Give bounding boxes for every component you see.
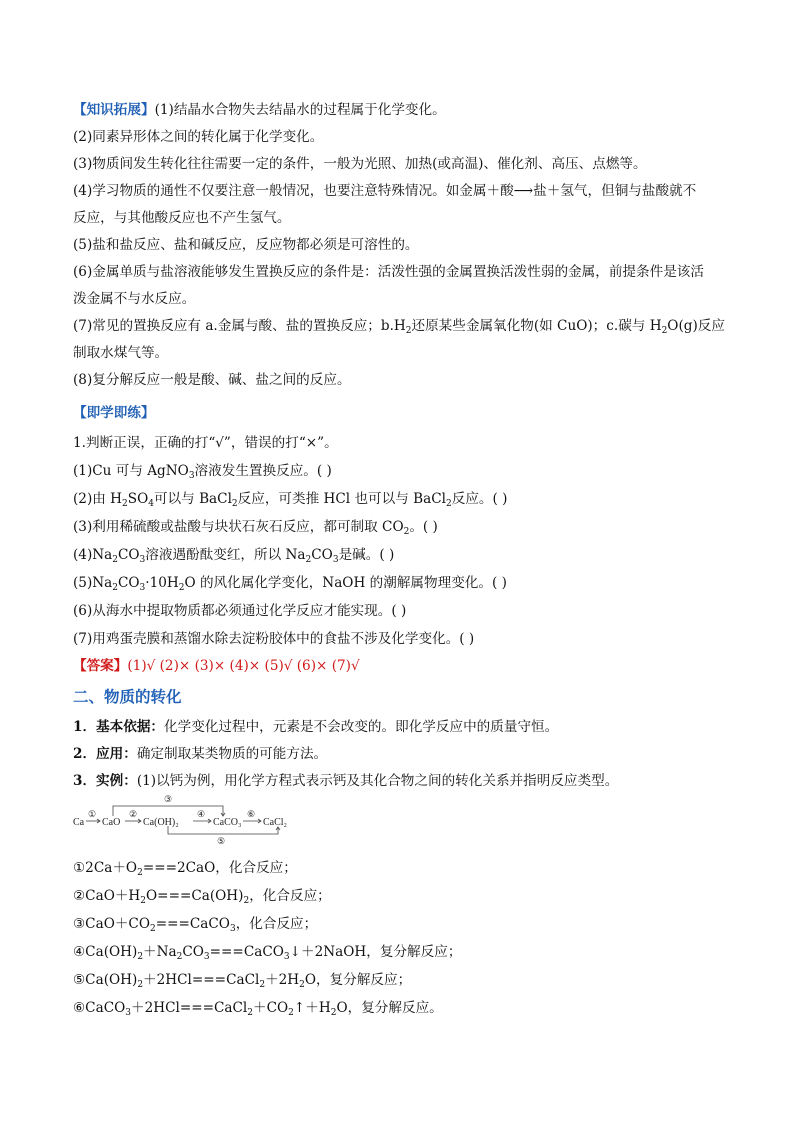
section-title: 二、物质的转化 [73, 688, 182, 706]
question-5: $(5)Na_2CO_3\cdot 10H_2O$ 的风化属化学变化，NaOH 的潮解属物理变化。( ) [73, 575, 507, 593]
equation-4: $④Ca(OH)_2+Na_2CO_3===CaCO_3↓+2NaOH$，复分解反应； [73, 944, 462, 962]
practice-intro: 1.判断正误，正确的打“√”，错误的打“×”。 [73, 435, 338, 451]
example-paragraph: 3．实例：(1)以钙为例，用化学方程式表示钙及其化合物之间的转化关系并指明反应类型。 [73, 773, 619, 789]
knowledge-item-8: (8)复分解反应一般是酸、碱、盐之间的反应。 [73, 372, 351, 388]
knowledge-item-7a: (7)常见的置换反应有 a.金属与酸、盐的置换反应；$b.H_2$还原某些金属氧化物(如 CuO)；c.碳与 $H_2O(g)$反应 [73, 318, 725, 336]
node-cao: CaO [102, 817, 121, 828]
knowledge-item-1: 【知识拓展】(1)结晶水合物失去结晶水的过程属于化学变化。 [73, 102, 446, 118]
equation-1: $①2Ca+O_2===2CaO$，化合反应； [73, 860, 297, 878]
label-4: ④ [197, 809, 206, 819]
node-ca: Ca [73, 817, 85, 828]
application-paragraph: 2．应用：确定制取某类物质的可能方法。 [73, 746, 328, 762]
node-cacl2: CaCl₂ [263, 817, 288, 828]
knowledge-item-2: (2)同素异形体之间的转化属于化学变化。 [73, 129, 324, 145]
node-caco3: CaCO₃ [213, 817, 242, 828]
practice-heading: 【即学即练】 [73, 405, 155, 421]
question-2: (2)由 $H_2SO_4$可以与 BaCl$_2$反应，可类推 HCl 也可以与 BaCl$_2$反应。( ) [73, 491, 508, 509]
knowledge-item-4b: 反应，与其他酸反应也不产生氢气。 [73, 210, 291, 226]
label-5: ⑤ [217, 836, 226, 846]
equation-2: $②CaO+H_2O===Ca(OH)_2$，化合反应； [73, 888, 331, 906]
question-3: (3)利用稀硫酸或盐酸与块状石灰石反应，都可制取 $CO_2$。( ) [73, 519, 438, 537]
answer-line: 【答案】(1)√ (2)× (3)× (4)× (5)√ (6)× (7)√ [73, 658, 360, 674]
equation-6: $⑥CaCO_3+2HCl===CaCl_2+CO_2↑+H_2O$，复分解反应。 [73, 1000, 443, 1018]
label-1: ① [88, 809, 97, 819]
question-4: $(4)Na_2CO_3$溶液遇酚酞变红，所以 $Na_2CO_3$是碱。( ) [73, 547, 395, 565]
question-1: (1)Cu 可与 AgNO$_3$溶液发生置换反应。( ) [73, 463, 332, 481]
knowledge-heading: 【知识拓展】 [73, 102, 155, 118]
equation-5: $⑤Ca(OH)_2+2HCl===CaCl_2+2H_2O$，复分解反应； [73, 972, 412, 990]
label-6: ⑥ [247, 809, 256, 819]
knowledge-item-7b: 制取水煤气等。 [73, 345, 169, 361]
node-caoh2: Ca(OH)₂ [143, 817, 179, 828]
question-6: (6)从海水中提取物质都必须通过化学反应才能实现。( ) [73, 603, 407, 619]
knowledge-item-6b: 泼金属不与水反应。 [73, 291, 196, 307]
basis-paragraph: 1．基本依据：化学变化过程中，元素是不会改变的。即化学反应中的质量守恒。 [73, 719, 559, 735]
question-7: (7)用鸡蛋壳膜和蒸馏水除去淀粉胶体中的食盐不涉及化学变化。( ) [73, 631, 475, 647]
knowledge-item-6a: (6)金属单质与盐溶液能够发生置换反应的条件是：活泼性强的金属置换活泼性弱的金属，前提条件是该活 [73, 264, 704, 280]
knowledge-item-3: (3)物质间发生转化往往需要一定的条件，一般为光照、加热(或高温)、催化剂、高压、点燃等。 [73, 156, 647, 172]
calcium-conversion-diagram [73, 790, 313, 846]
equation-3: $③CaO+CO_2===CaCO_3$，化合反应； [73, 916, 318, 934]
knowledge-item-4a: (4)学习物质的通性不仅要注意一般情况，也要注意特殊情况。如金属＋酸⟶盐＋氢气，但铜与盐酸就不 [73, 183, 697, 199]
knowledge-item-5: (5)盐和盐反应、盐和碱反应，反应物都必须是可溶性的。 [73, 237, 419, 253]
label-3: ③ [164, 794, 173, 804]
label-2: ② [129, 809, 138, 819]
